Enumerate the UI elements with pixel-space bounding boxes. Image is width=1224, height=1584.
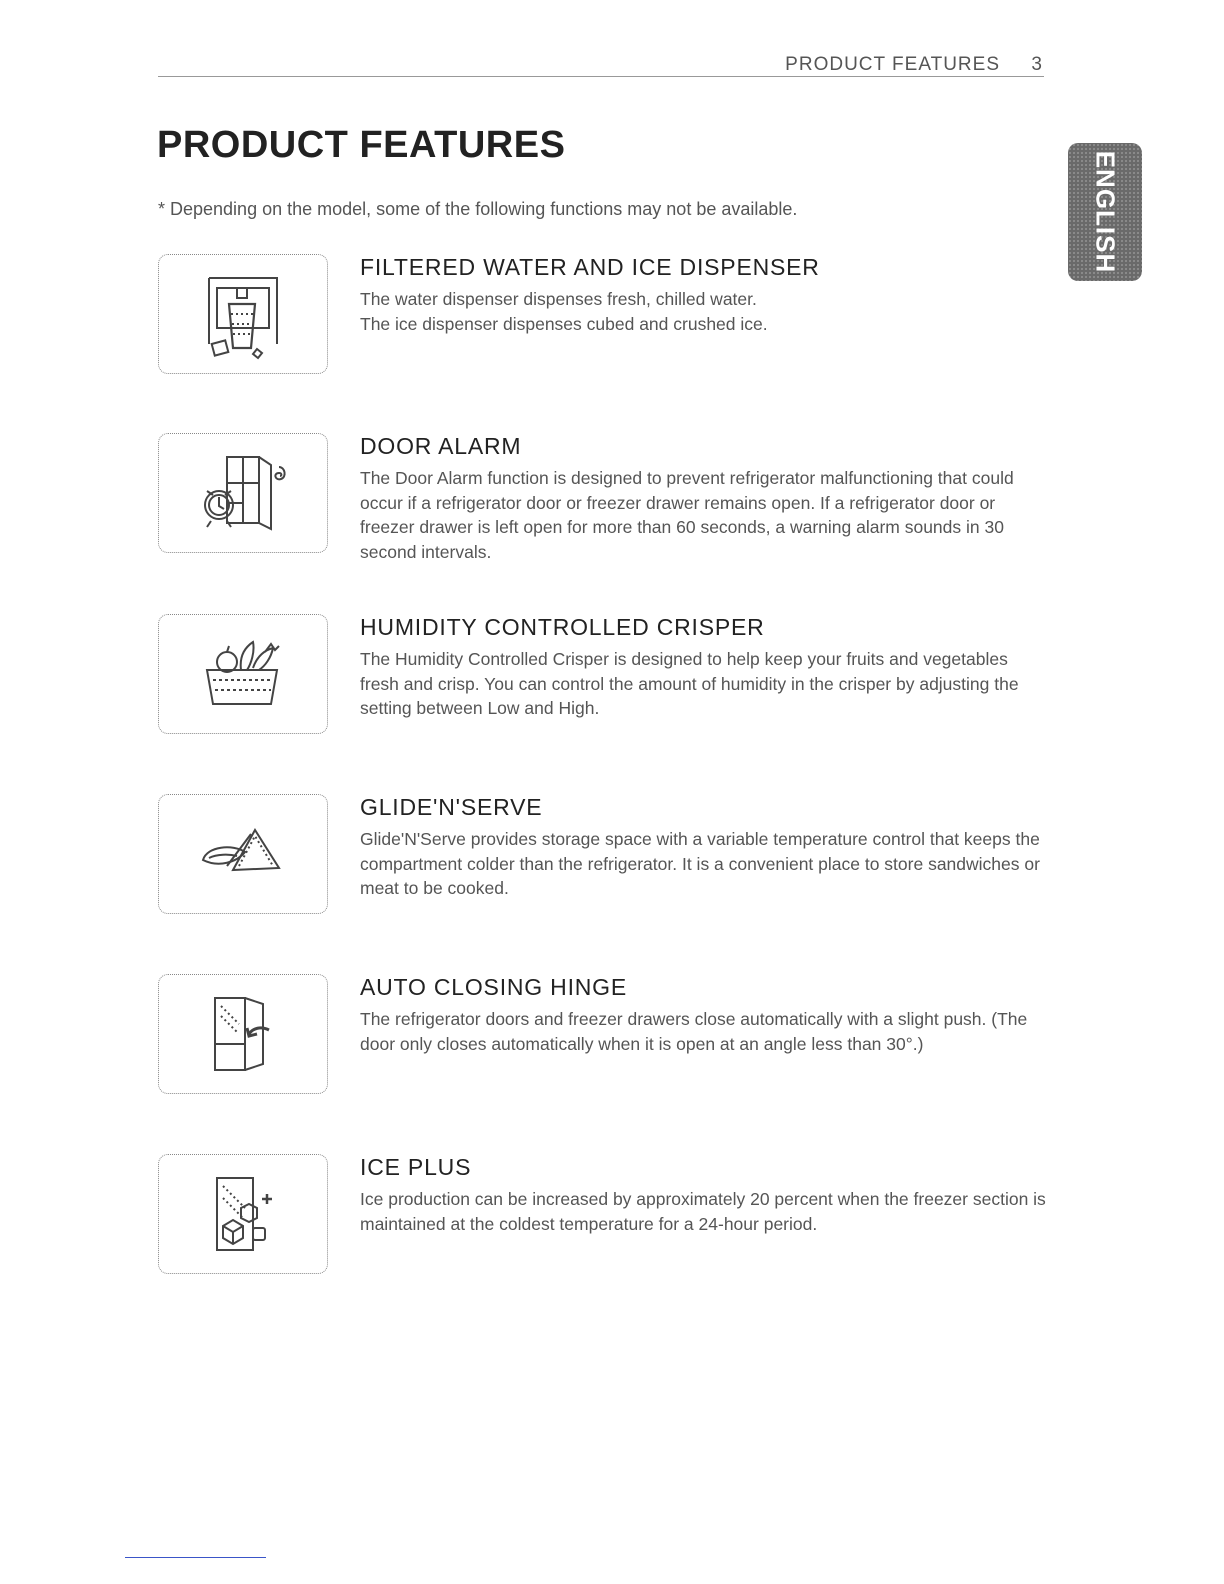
ice-cubes-icon: [193, 1164, 293, 1264]
feature-title: AUTO CLOSING HINGE: [360, 974, 628, 1000]
feature-title: FILTERED WATER AND ICE DISPENSER: [360, 254, 820, 280]
feature-icon-box: [158, 1154, 328, 1274]
page-title: PRODUCT FEATURES: [157, 124, 566, 166]
language-tab-label: ENGLISH: [1090, 150, 1121, 274]
feature-icon-box: [158, 974, 328, 1094]
running-header-title: PRODUCT FEATURES: [785, 54, 1000, 75]
feature-title: ICE PLUS: [360, 1154, 472, 1180]
feature-description: Glide'N'Serve provides storage space with a variable temperature control that keeps the compartment colder than the refrigerator. It is a convenient place to store sandwiches or meat to be cooked.: [360, 829, 1040, 898]
door-alarm-clock-icon: [193, 443, 293, 543]
feature-title: DOOR ALARM: [360, 433, 522, 459]
feature-title: HUMIDITY CONTROLLED CRISPER: [360, 614, 765, 640]
feature-description: The refrigerator doors and freezer drawers close automatically with a slight push. (The door only closes automatically when it is open at an angle less than 30°.): [360, 1009, 1028, 1054]
availability-note: * Depending on the model, some of the following functions may not be available.: [158, 199, 798, 219]
footer-rule: [125, 1557, 266, 1558]
feature-description: The water dispenser dispenses fresh, chilled water. The ice dispenser dispenses cubed and crushed ice.: [360, 289, 768, 334]
page-number: 3: [1031, 54, 1042, 75]
feature-description: The Door Alarm function is designed to prevent refrigerator malfunctioning that could occur if a refrigerator door or freezer drawer remains open. If a refrigerator door or freezer drawer is left open for more than 60 seconds, a warning alarm sounds in 30 second intervals.: [360, 468, 1014, 562]
feature-icon-box: [158, 433, 328, 553]
feature-icon-box: [158, 254, 328, 374]
feature-description: Ice production can be increased by approximately 20 percent when the freezer section is maintained at the coldest temperature for a 24-hour period.: [360, 1189, 1046, 1234]
closing-door-icon: [193, 984, 293, 1084]
language-tab: [1068, 143, 1142, 281]
water-ice-dispenser-icon: [193, 264, 293, 364]
vegetable-basket-icon: [193, 624, 293, 724]
feature-icon-box: [158, 614, 328, 734]
sandwich-icon: [193, 804, 293, 904]
running-header: [158, 52, 1044, 77]
feature-title: GLIDE'N'SERVE: [360, 794, 543, 820]
feature-icon-box: [158, 794, 328, 914]
feature-description: The Humidity Controlled Crisper is designed to help keep your fruits and vegetables fresh and crisp. You can control the amount of humidity in the crisper by adjusting the setting between Low and High.: [360, 649, 1019, 718]
